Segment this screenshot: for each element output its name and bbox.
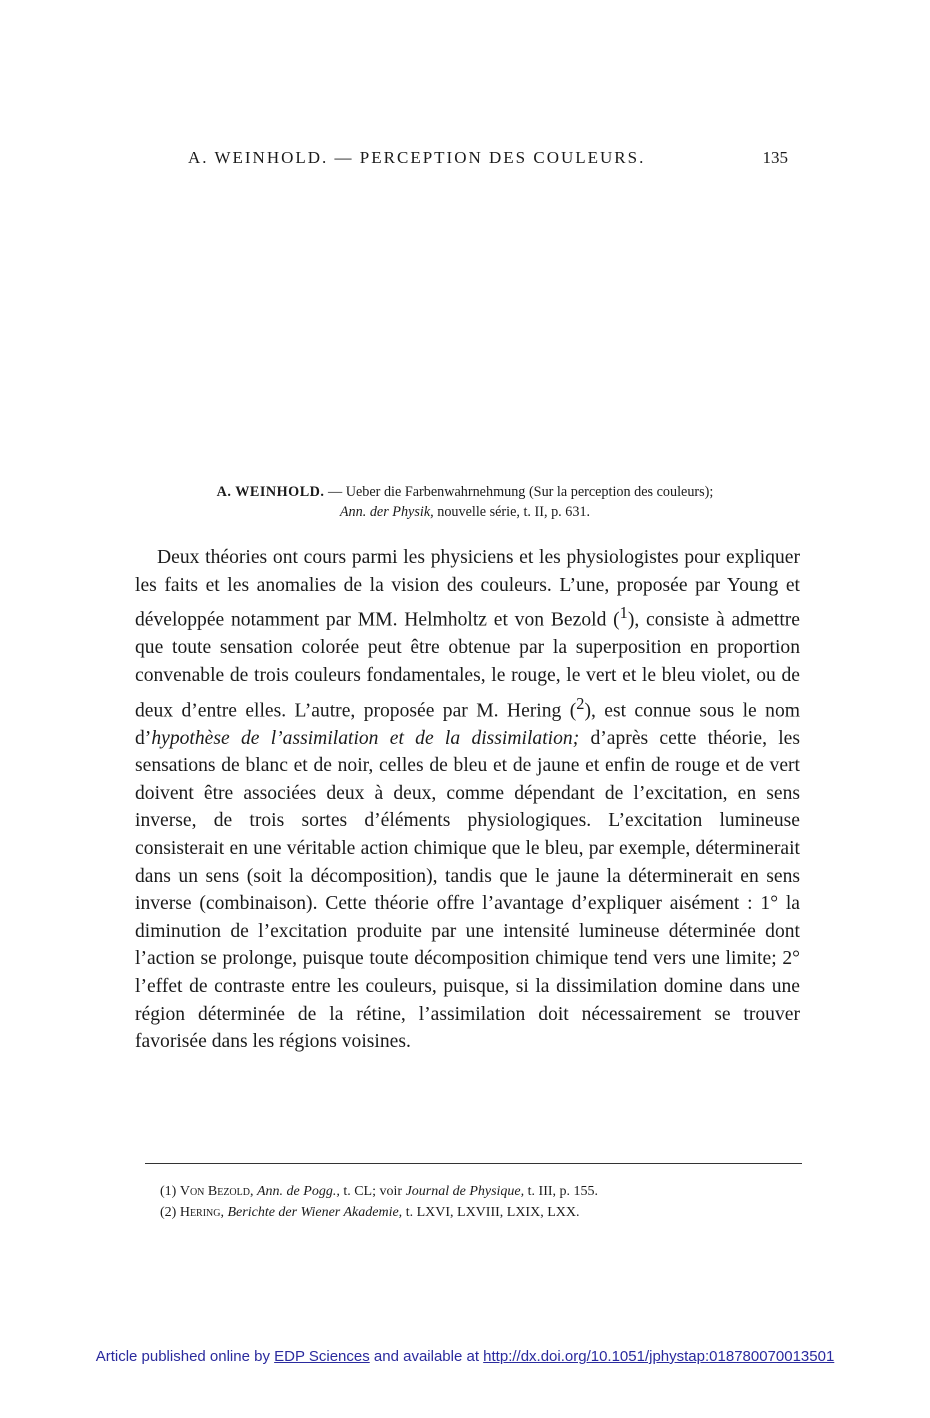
publisher-link[interactable]: EDP Sciences <box>274 1348 370 1365</box>
footnote-1-end: t. III, p. 155. <box>524 1184 599 1199</box>
publication-footer <box>0 1348 930 1365</box>
reference-line-2 <box>130 502 800 522</box>
body-part-1: Deux théories ont cours parmi les physiciens et les physiologistes pour expliquer les faits et les anomalies de la vision des couleurs. L’une, proposée par Young et développée notamment par MM. Helmholtz et von Bezold ( <box>135 547 800 631</box>
reference-author: A. WEINHOLD. <box>216 484 325 500</box>
reference-line-1 <box>130 482 800 502</box>
footnote-2-journal: Berichte der Wiener Akademie, <box>227 1205 403 1220</box>
footnote-divider <box>145 1163 802 1164</box>
footnote-1-author: Von Bezold, <box>179 1184 254 1199</box>
footnote-1 <box>160 1181 800 1202</box>
running-head-title: A. WEINHOLD. — PERCEPTION DES COULEURS. <box>188 148 646 167</box>
body-italic-term: hypothèse de l’assimilation et de la dissimilation; <box>151 727 580 749</box>
body-paragraph <box>135 544 800 1056</box>
footnote-1-journal2: Journal de Physique, <box>405 1184 525 1199</box>
footnote-2-author: Hering, <box>179 1205 224 1220</box>
footnote-ref-2: 2 <box>576 693 585 713</box>
footnotes <box>160 1181 800 1223</box>
running-head <box>188 148 788 172</box>
article-reference <box>130 482 800 522</box>
reference-journal: Ann. der Physik, <box>339 504 434 520</box>
footer-prefix: Article published online by <box>95 1348 275 1365</box>
footnote-2 <box>160 1202 800 1223</box>
page-number: 135 <box>762 148 788 167</box>
body-part-3: ), est connue sous le nom d’ <box>135 700 800 749</box>
body-part-2: ), consiste à admettre que toute sensation colorée peut être obtenue par la superposition en proportion convenable de trois couleurs fondamentales, le rouge, le vert et le bleu violet, ou de deux d’entre elles. L’autre, proposée par M. Hering ( <box>135 609 800 722</box>
footnote-1-mid: t. CL; voir <box>339 1184 406 1199</box>
footnote-1-mark: (1) <box>160 1184 177 1199</box>
footnote-2-mark: (2) <box>160 1205 177 1220</box>
reference-dash: — <box>324 484 346 500</box>
footer-middle: and available at <box>369 1348 484 1365</box>
reference-title-fr: (Sur la perception des couleurs); <box>525 484 714 500</box>
footnote-ref-1: 1 <box>619 603 628 623</box>
reference-title-de: Ueber die Farbenwahrnehmung <box>345 484 526 500</box>
footnote-2-end: t. LXVI, LXVIII, LXIX, LXX. <box>402 1205 580 1220</box>
footnote-1-journal: Ann. de Pogg., <box>257 1184 340 1199</box>
reference-details: nouvelle série, t. II, p. 631. <box>433 504 591 520</box>
body-part-4: d’après cette théorie, les sensations de blanc et de noir, celles de bleu et de jaune et enfin de rouge et de vert doivent être associées deux à deux, comme dépendant de l’excitation, en sens inverse, de trois sortes d’éléments physiologiques. L’excitation lumineuse consisterait en une véritable action chimique que le bleu, par exemple, déterminerait dans un sens (soit la décomposition), tandis que le jaune la déterminerait en sens inverse (combinaison). Cette théorie offre l’avantage d’expliquer aisément : 1° la diminution de l’excitation produite par une intensité lumineuse déterminée dont l’action se prolonge, puisque toute décomposition chimique tend vers une limite; 2° l’effet de contraste entre les couleurs, puisque, si la dissimilation domine dans une région déterminée de la rétine, l’assimilation doit nécessairement se trouver favorisée dans les régions voisines. <box>135 727 801 1053</box>
doi-link[interactable]: http://dx.doi.org/10.1051/jphystap:018780070013501 <box>483 1348 835 1365</box>
